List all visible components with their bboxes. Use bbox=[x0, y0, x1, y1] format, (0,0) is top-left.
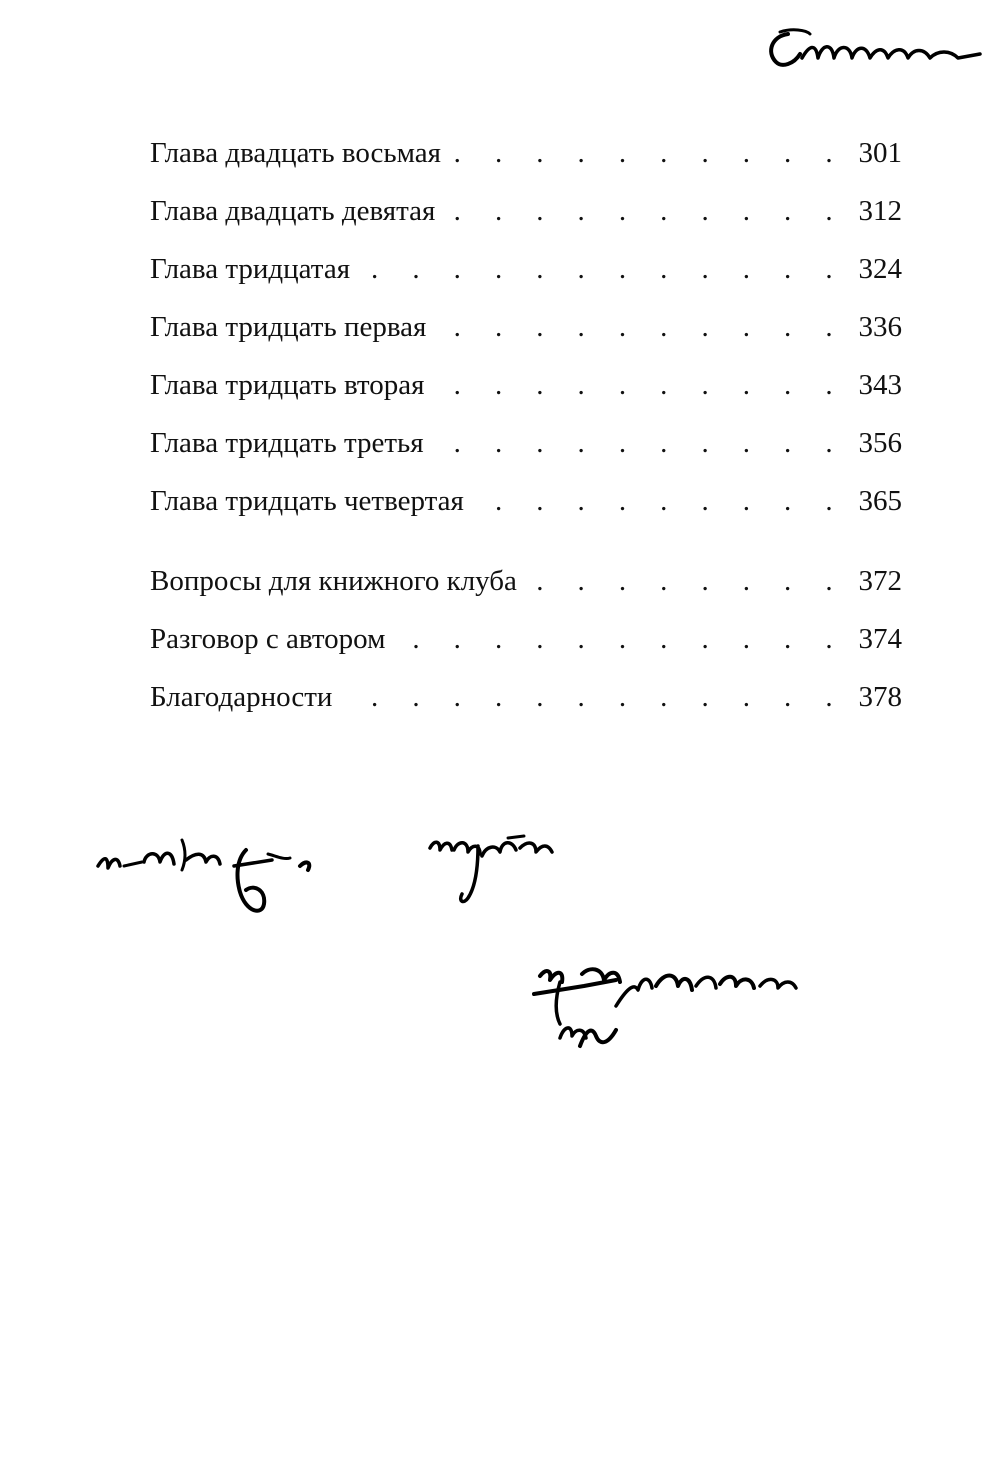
toc-entry-title: Глава тридцатая bbox=[150, 240, 356, 298]
toc-entry[interactable] bbox=[150, 182, 902, 240]
toc-entry-page: 336 bbox=[846, 298, 902, 356]
dot-leader bbox=[356, 240, 846, 298]
handwritten-note-top-right bbox=[758, 18, 988, 78]
toc-entry-page: 372 bbox=[846, 552, 902, 610]
table-of-contents bbox=[150, 124, 902, 726]
toc-entry-page: 378 bbox=[846, 668, 902, 726]
toc-entry[interactable] bbox=[150, 356, 902, 414]
toc-entry[interactable] bbox=[150, 298, 902, 356]
toc-entry-page: 374 bbox=[846, 610, 902, 668]
handwritten-note-left bbox=[86, 820, 346, 930]
dot-leader bbox=[338, 668, 846, 726]
toc-entry-page: 365 bbox=[846, 472, 902, 530]
toc-entry-title: Разговор с автором bbox=[150, 610, 391, 668]
toc-entry-page: 301 bbox=[846, 124, 902, 182]
toc-entry[interactable] bbox=[150, 414, 902, 472]
toc-entry[interactable] bbox=[150, 240, 902, 298]
toc-entry-page: 324 bbox=[846, 240, 902, 298]
toc-entry-page: 312 bbox=[846, 182, 902, 240]
toc-entry-title: Глава тридцать первая bbox=[150, 298, 432, 356]
handwritten-note-bottom bbox=[520, 946, 810, 1066]
toc-entry-page: 343 bbox=[846, 356, 902, 414]
toc-entry-title: Глава тридцать четвертая bbox=[150, 472, 470, 530]
dot-leader bbox=[430, 356, 846, 414]
toc-entry[interactable] bbox=[150, 124, 902, 182]
toc-entry[interactable] bbox=[150, 552, 902, 610]
dot-leader bbox=[391, 610, 846, 668]
toc-entry[interactable] bbox=[150, 668, 902, 726]
toc-entry-title: Глава тридцать третья bbox=[150, 414, 430, 472]
toc-entry[interactable] bbox=[150, 472, 902, 530]
dot-leader bbox=[523, 552, 846, 610]
dot-leader bbox=[430, 414, 846, 472]
dot-leader bbox=[470, 472, 846, 530]
toc-entry-title: Глава тридцать вторая bbox=[150, 356, 430, 414]
toc-entry-page: 356 bbox=[846, 414, 902, 472]
toc-entry-title: Глава двадцать девятая bbox=[150, 182, 441, 240]
toc-entry[interactable] bbox=[150, 610, 902, 668]
dot-leader bbox=[447, 124, 846, 182]
toc-entry-title: Глава двадцать восьмая bbox=[150, 124, 447, 182]
handwritten-note-center bbox=[420, 826, 570, 916]
toc-entry-title: Благодарности bbox=[150, 668, 338, 726]
dot-leader bbox=[432, 298, 846, 356]
toc-entry-title: Вопросы для книжного клуба bbox=[150, 552, 523, 610]
dot-leader bbox=[441, 182, 846, 240]
